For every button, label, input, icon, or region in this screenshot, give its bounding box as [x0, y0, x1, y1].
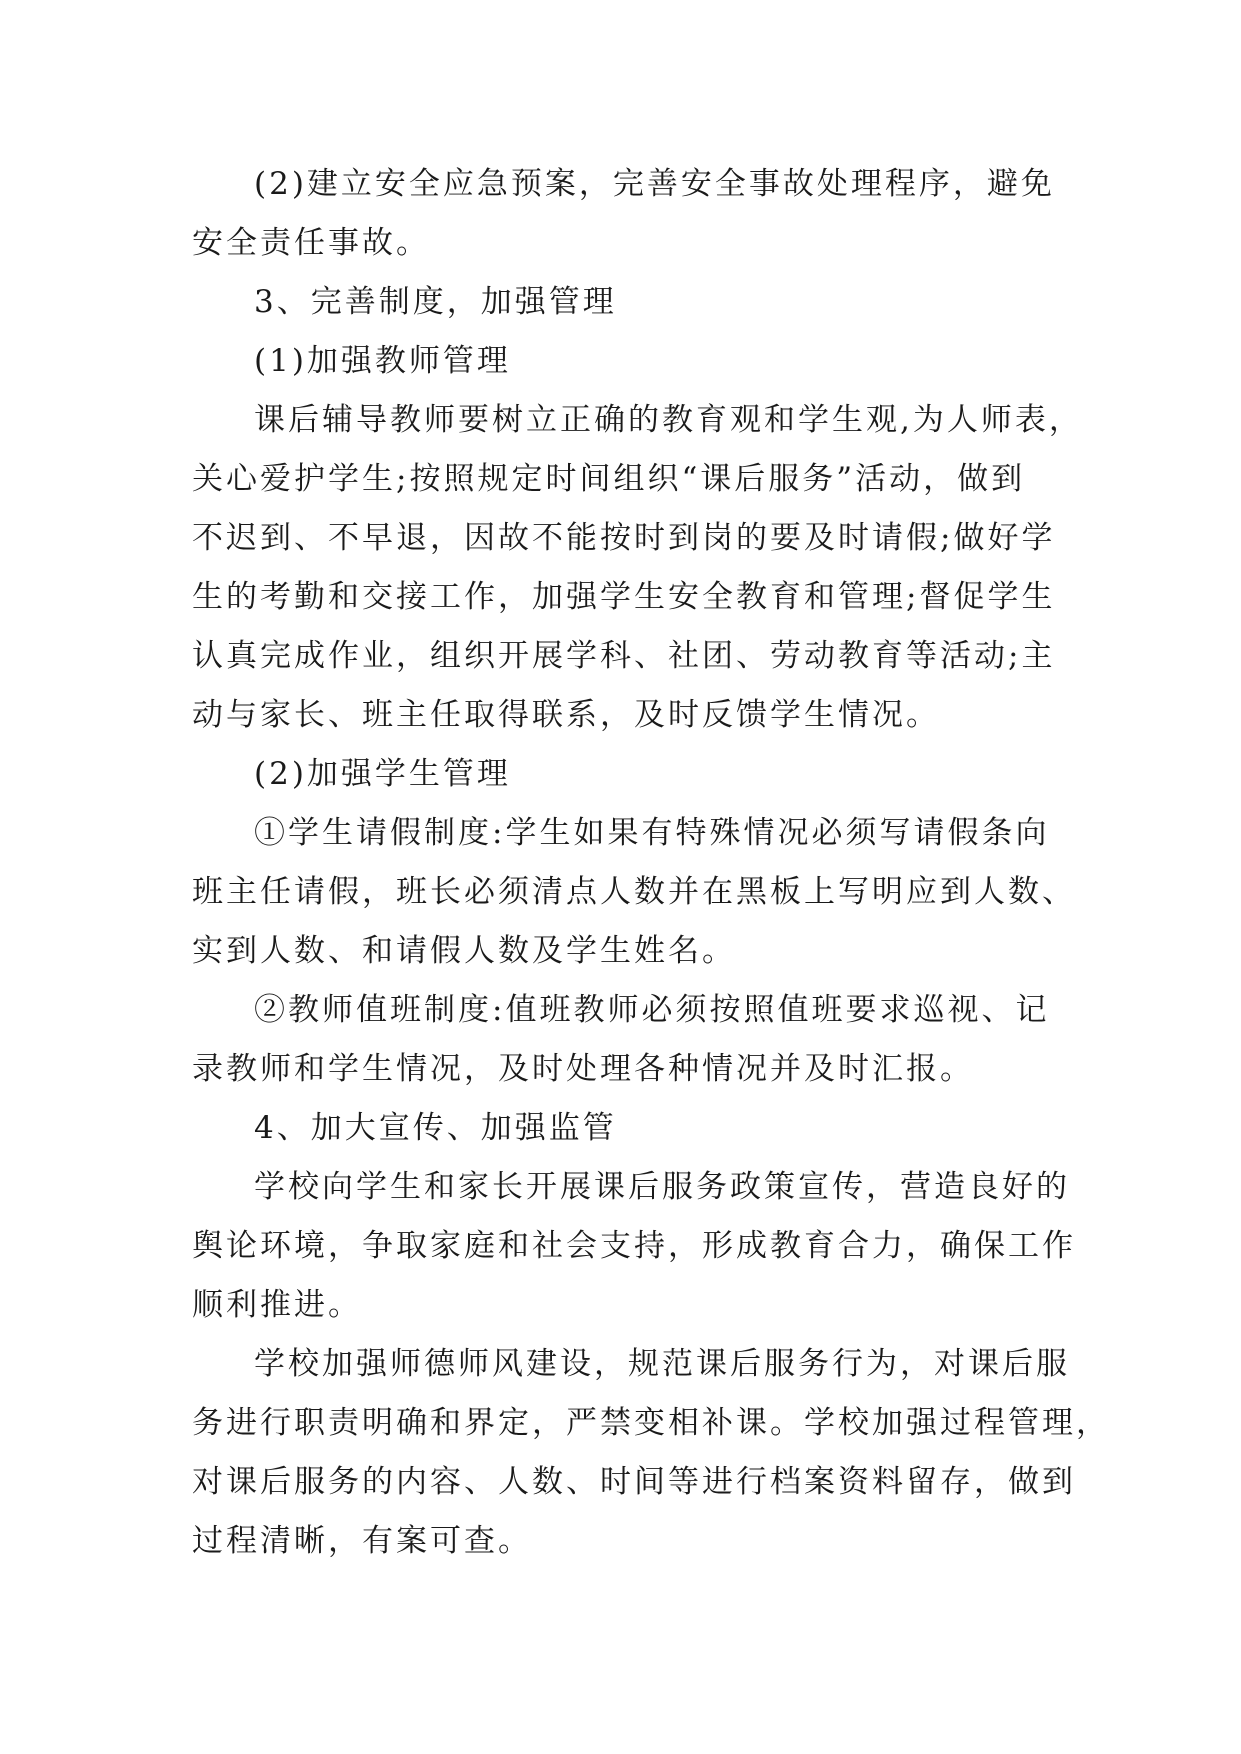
section-heading-4 [192, 1099, 1052, 1158]
heading-line: (2)加强学生管理 [254, 756, 511, 792]
paragraph-line: 不迟到、不早退，因故不能按时到岗的要及时请假;做好学 [192, 520, 1056, 556]
paragraph-line: ②教师值班制度:值班教师必须按照值班要求巡视、记 [254, 992, 1050, 1028]
paragraph-line: 安全责任事故。 [192, 225, 430, 261]
heading-line: (1)加强教师管理 [254, 343, 511, 379]
paragraph-line: 录教师和学生情况，及时处理各种情况并及时汇报。 [192, 1051, 974, 1087]
paragraph-line: 舆论环境，争取家庭和社会支持，形成教育合力，确保工作 [192, 1228, 1076, 1264]
paragraph-line: 生的考勤和交接工作，加强学生安全教育和管理;督促学生 [192, 579, 1056, 615]
paragraph-line: 务进行职责明确和界定，严禁变相补课。学校加强过程管理， [192, 1405, 1110, 1441]
paragraph-line: 课后辅导教师要树立正确的教育观和学生观,为人师表， [254, 402, 1083, 438]
document-body [192, 155, 1110, 1571]
paragraph-duty-policy [192, 981, 1052, 1099]
paragraph-teacher-duties [192, 391, 1083, 745]
paragraph-line: 过程清晰，有案可查。 [192, 1523, 532, 1559]
paragraph-line: 关心爱护学生;按照规定时间组织“课后服务”活动，做到 [192, 461, 1026, 497]
subheading-student-management [192, 745, 1052, 804]
paragraph-safety-plan [192, 155, 1055, 273]
paragraph-publicity [192, 1158, 1076, 1335]
paragraph-line: 学校加强师德师风建设，规范课后服务行为，对课后服 [254, 1346, 1070, 1382]
section-heading-3 [192, 273, 1052, 332]
paragraph-line: 认真完成作业，组织开展学科、社团、劳动教育等活动;主 [192, 638, 1056, 674]
paragraph-line: 动与家长、班主任取得联系，及时反馈学生情况。 [192, 697, 940, 733]
paragraph-line: (2)建立安全应急预案，完善安全事故处理程序，避免 [254, 166, 1055, 202]
paragraph-line: 实到人数、和请假人数及学生姓名。 [192, 933, 736, 969]
subheading-teacher-management [192, 332, 1052, 391]
paragraph-line: 顺利推进。 [192, 1287, 362, 1323]
paragraph-leave-policy [192, 804, 1076, 981]
paragraph-supervision [192, 1335, 1110, 1571]
heading-line: 4、加大宣传、加强监管 [254, 1110, 617, 1146]
paragraph-line: 对课后服务的内容、人数、时间等进行档案资料留存，做到 [192, 1464, 1076, 1500]
heading-line: 3、完善制度，加强管理 [254, 284, 617, 320]
paragraph-line: 学校向学生和家长开展课后服务政策宣传，营造良好的 [254, 1169, 1070, 1205]
paragraph-line: 班主任请假，班长必须清点人数并在黑板上写明应到人数、 [192, 874, 1076, 910]
paragraph-line: ①学生请假制度:学生如果有特殊情况必须写请假条向 [254, 815, 1050, 851]
